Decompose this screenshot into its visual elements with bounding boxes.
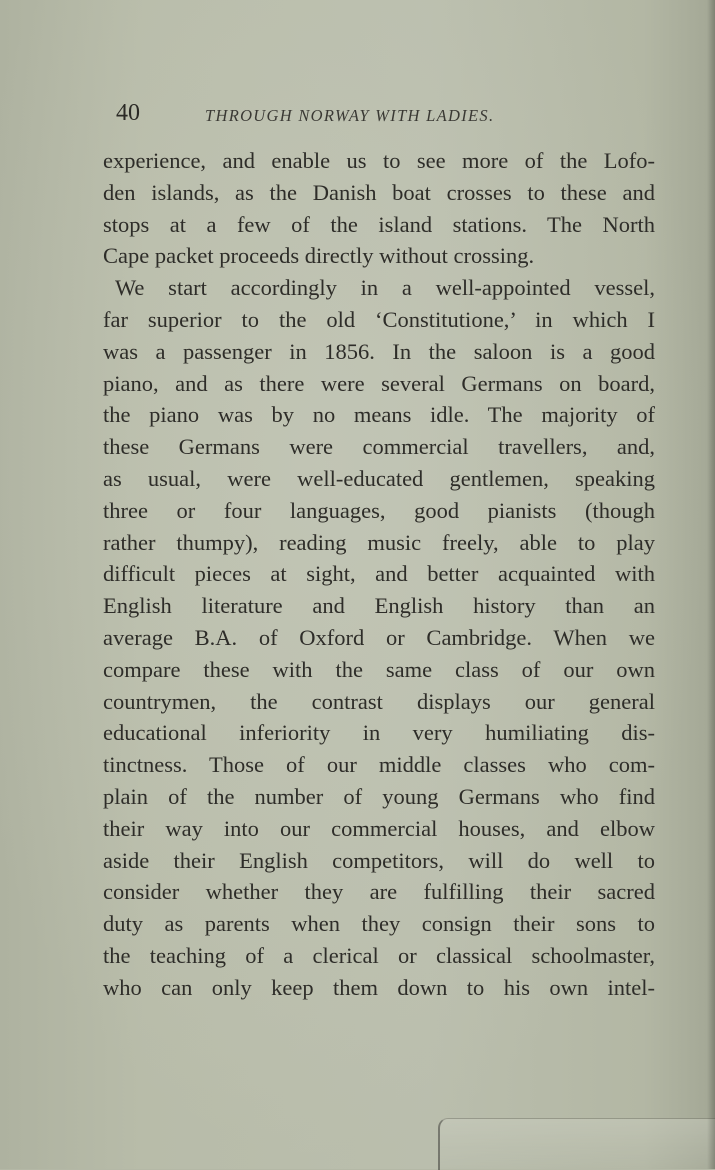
- text-line: consider whether they are fulfilling their sacred: [103, 879, 655, 905]
- text-line: We start accordingly in a well-appointed vessel,: [115, 275, 655, 301]
- text-line: their way into our commercial houses, and elbow: [103, 815, 655, 841]
- text-line: stops at a few of the island stations. The North: [103, 211, 655, 237]
- paper-fold-edge: [438, 1118, 715, 1170]
- text-line: countrymen, the contrast displays our general: [103, 688, 655, 714]
- page-number: 40: [116, 100, 140, 126]
- text-line: far superior to the old ‘Constitutione,’ in which I: [103, 306, 655, 332]
- text-line: tinctness. Those of our middle classes who com-: [103, 752, 655, 778]
- text-line: three or four languages, good pianists (though: [103, 497, 655, 523]
- text-line: Cape packet proceeds directly without crossing.: [103, 243, 535, 269]
- page-header: [116, 97, 566, 129]
- page-edge-shadow: [707, 0, 715, 1169]
- running-head: THROUGH NORWAY WITH LADIES.: [205, 106, 495, 125]
- text-line: these Germans were commercial travellers, and,: [103, 434, 655, 460]
- text-line: was a passenger in 1856. In the saloon is a good: [103, 338, 655, 364]
- body-text: [103, 145, 655, 1004]
- text-line: compare these with the same class of our own: [103, 656, 655, 682]
- text-line: who can only keep them down to his own intel-: [103, 974, 655, 1000]
- text-line: den islands, as the Danish boat crosses to these and: [103, 179, 655, 205]
- text-line: average B.A. of Oxford or Cambridge. When we: [103, 624, 655, 650]
- text-line: aside their English competitors, will do well to: [103, 847, 655, 873]
- text-line: educational inferiority in very humiliating dis-: [103, 720, 655, 746]
- text-line: the teaching of a clerical or classical schoolmaster,: [103, 942, 655, 968]
- text-line: difficult pieces at sight, and better acquainted with: [103, 561, 655, 587]
- text-line: duty as parents when they consign their sons to: [103, 911, 655, 937]
- text-line: piano, and as there were several Germans on board,: [103, 370, 655, 396]
- text-line: the piano was by no means idle. The majority of: [103, 402, 655, 428]
- text-line: experience, and enable us to see more of the Lofo-: [103, 148, 655, 173]
- text-line: English literature and English history than an: [103, 593, 655, 619]
- text-line: plain of the number of young Germans who find: [103, 783, 655, 809]
- text-line: rather thumpy), reading music freely, able to play: [103, 529, 655, 555]
- text-line: as usual, were well-educated gentlemen, speaking: [103, 465, 655, 491]
